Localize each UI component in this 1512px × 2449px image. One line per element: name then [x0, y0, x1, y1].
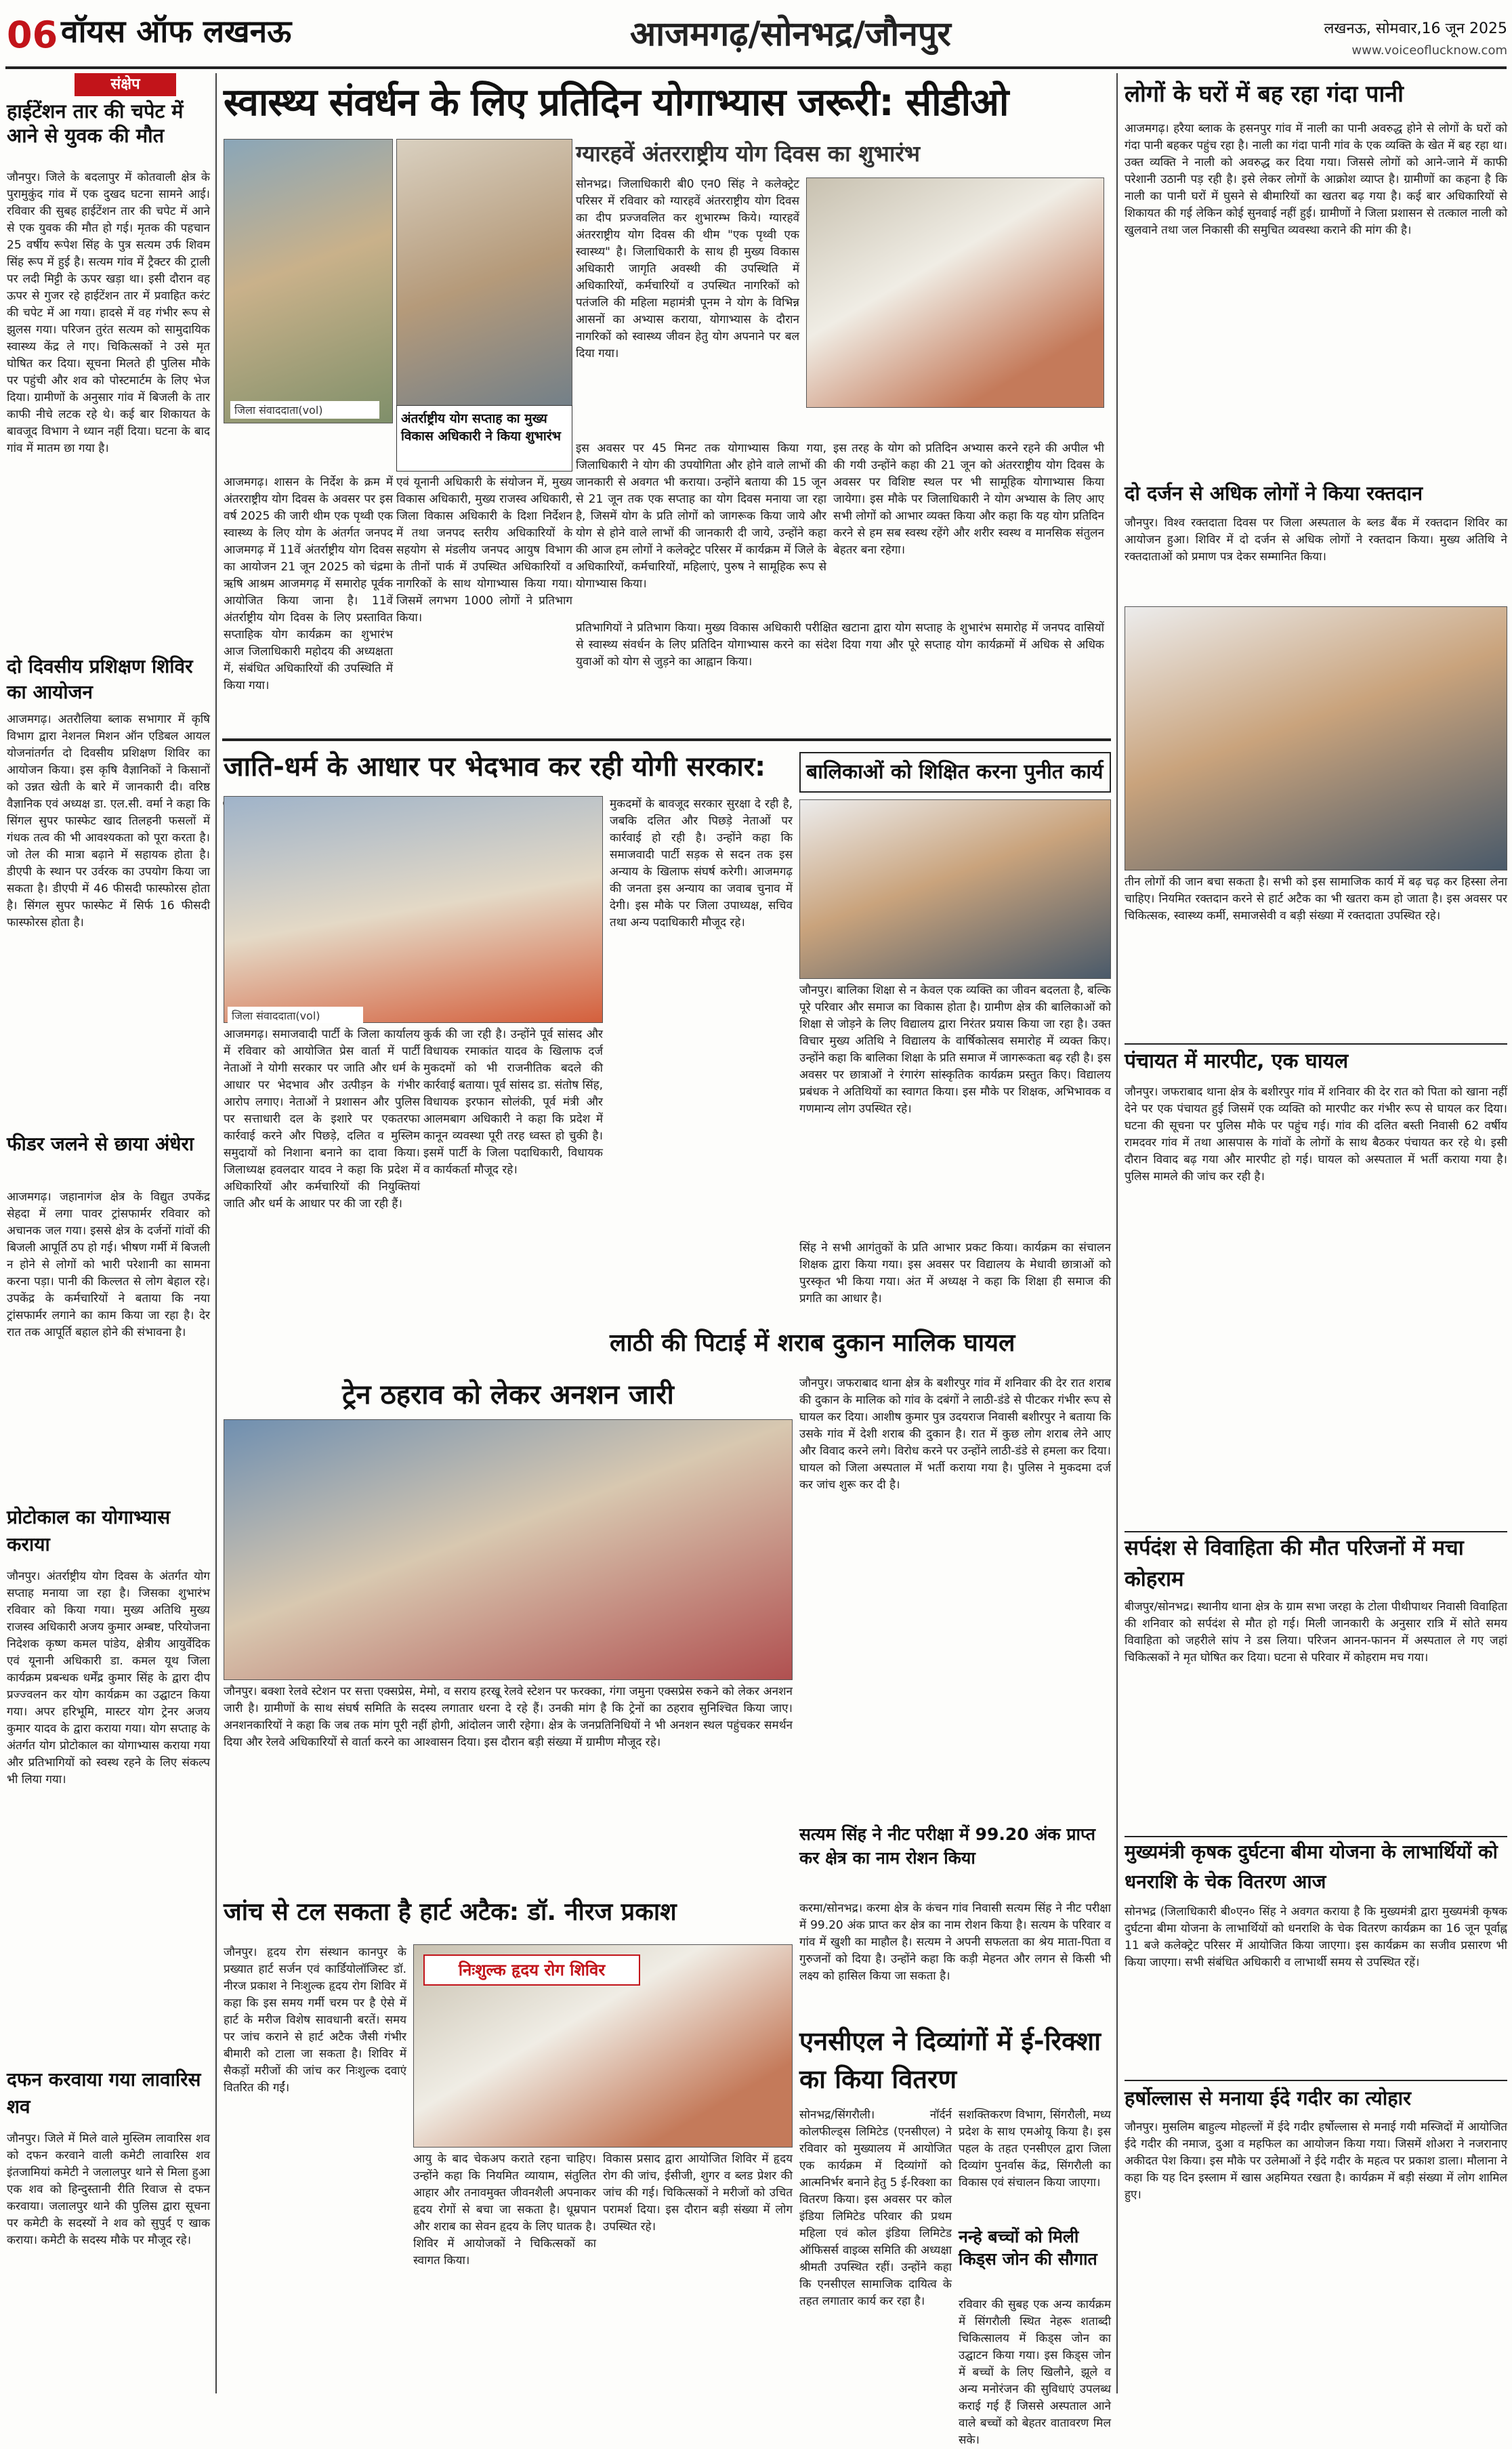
- article-right-3: तीन लोगों की जान बचा सकता है। सभी को इस सामाजिक कार्य में बढ़ चढ़ कर हिस्सा लेना चाहिए। नियमित रक्तदान करने से हार्ट अटैक का भी खतरा कम हो जाता है। इस अवसर पर चिकित्सक, स्वास्थ्य कर्मी, समाजसेवी व बड़ी संख्या में रक्तदाता उपस्थित रहे।: [1125, 875, 1507, 923]
- article-right-5: बीजपुर/सोनभद्र। स्थानीय थाना क्षेत्र के ग्राम सभा जरहा के टोला पीथीपाथर निवासी विवाहिता की शनिवार को सर्पदंश से मौत हो गई। मिली जानकारी के अनुसार रात्रि में सोते समय विवाहिता को जहरीले सांप ने डस लिया। परिजन आनन-फानन में अस्पताल ले गए जहां चिकित्सकों ने मृत घोषित कर दिया। घटना से परिवार में कोहराम मच गया।: [1125, 1600, 1507, 1665]
- balika-photo: [799, 799, 1111, 979]
- article-heart-2: आयु के बाद चेकअप कराते रहना चाहिए। उन्होंने कहा कि नियमित व्यायाम, संतुलित आहार और तनावमुक्त जीवनशैली अपनाकर हृदय रोगों से बचा जा सकता है। धूम्रपान और शराब का सेवन हृदय के लिए घातक है। शिविर में आयोजकों ने चिकित्सकों का स्वागत किया।: [413, 2152, 596, 2267]
- ncl-headline: एनसीएल ने दिव्यांगों में ई-रिक्शा का किया वितरण: [799, 2026, 1101, 2094]
- train-protest-photo: [224, 1419, 793, 1680]
- kids-zone-headline: नन्हे बच्चों को मिली किड्स जोन की सौगात: [959, 2227, 1097, 2269]
- article-top-1: सोनभद्र। जिलाधिकारी बी0 एन0 सिंह ने कलेक्ट्रेट परिसर में रविवार को ग्यारहवें अंतरराष्ट्रीय योग दिवस का दीप प्रज्जवलित कर शुभारम्भ किये। ग्यारहवें अंतरराष्ट्रीय योग दिवस की थीम "एक पृथ्वी एक स्वास्थ्य" है। जिलाधिकारी के साथ ही मुख्य विकास अधिकारी जागृति अवस्थी की उपस्थिति में अधिकारियों, कर्मचारियों व उपस्थित नागरिकों को पतंजलि की महिला महामंत्री पूनम ने योग के विभिन्न आसनों का अभ्यास कराया, योगाभ्यास के दौरान नागरिकों को स्वास्थ्य जीवन हेतु योग अपनाने पर बल दिया गया।: [576, 177, 799, 360]
- sankshep-label: संक्षेप: [75, 73, 176, 96]
- headline-left-2: दो दिवसीय प्रशिक्षण शिविर का आयोजन: [7, 655, 193, 703]
- headline-right-2: दो दर्जन से अधिक लोगों ने किया रक्तदान: [1125, 482, 1423, 505]
- yoga-photo-1: [224, 139, 393, 423]
- camp-banner: निःशुल्क हृदय रोग शिविर: [423, 1954, 640, 1986]
- headline-right-5: मुख्यमंत्री कृषक दुर्घटना बीमा योजना के लाभार्थियों को धनराशि के चेक वितरण आज: [1125, 1836, 1507, 1901]
- article-right-1: आजमगढ़। हरैया ब्लाक के हसनपुर गांव में नाली का पानी अवरुद्ध होने से लोगों के घरों को गंदा पानी बहकर पहुंच रहा है। नाली का गंदा पानी गांव के एक व्यक्ति के खेत में बह रहा था। उक्त व्यक्ति ने नाली को अवरुद्ध कर दिया गया। जिससे लोगों को आने-जाने में काफी परेशानी उठानी पड़ रही है। इसे लेकर लोगों के आक्रोश व्याप्त है। ग्रामीणों का कहना है कि नाली का पानी घरों में घुसने से बीमारियों का खतरा बढ़ गया है। कई बार अधिकारियों से शिकायत की गई लेकिन कोई सुनवाई नहीं हुई। ग्रामीणों ने जिला प्रशासन से तत्काल नाली को खुलवाने तथा जल निकासी की समुचित व्यवस्था कराने की मांग की है।: [1125, 122, 1507, 237]
- article-top-4: आजमगढ़। शासन के निर्देश के क्रम में अंतरराष्ट्रीय योग दिवस के अवसर पर इस वर्ष 2025 की जारी थीम एक पृथ्वी एक स्वास्थ्य के लिए योग के अंतर्गत जनपद आजमगढ़ में 11वें अंतर्राष्ट्रीय योग दिवस का आयोजन 21 जून 2025 को चंद्रमा ऋषि आश्रम आजमगढ़ में समारोह पूर्वक आयोजित किया जाना है। 11वें अंतर्राष्ट्रीय योग दिवस के लिए प्रस्तावित सप्ताहिक योग कार्यक्रम का शुभारंभ आज जिलाधिकारी महोदय की अध्यक्षता में, संबंधित अधिकारियों की उपस्थिति में किया गया।: [224, 476, 393, 692]
- sp-story-frame: [222, 738, 1111, 741]
- headline-right-6: हर्षोल्लास से मनाया ईदे गदीर का त्योहार: [1125, 2080, 1507, 2116]
- article-left-2: आजमगढ़। अतरौलिया ब्लाक सभागार में कृषि विभाग द्वारा नेशनल मिशन ऑन एडिबल आयल योजनांतर्गत दो दिवसीय प्रशिक्षण शिविर का आयोजन किया। इस कृषि वैज्ञानिकों ने किसानों को उन्नत खेती के बारे में जानकारी दी। वरिष्ठ वैज्ञानिक एवं अध्यक्ष डा. एल.सी. वर्मा ने कहा कि सिंगल सुपर फास्फेट खाद तिलहनी फसलों में गंधक तत्व की भी आवश्यकता को पूरा करता है। जो तेल की मात्रा बढ़ाने में सहायक होता है। डीएपी के स्थान पर उर्वरक का उपयोग किया जा सकता है। डीएपी में 46 फीसदी फास्फोरस होता है। सिंगल सुपर फास्फेट में सिर्फ 16 फीसदी फास्फोरस होता है।: [7, 713, 210, 929]
- right-divider: [1116, 73, 1118, 2393]
- issue-date: लखनऊ, सोमवार,16 जून 2025: [1324, 20, 1507, 37]
- article-balika-2: सिंह ने सभी आगंतुकों के प्रति आभार प्रकट किया। कार्यक्रम का संचालन शिक्षक द्वारा किया गया। इस अवसर पर विद्यालय के मेधावी छात्राओं को पुरस्कृत भी किया गया। अंत में अध्यक्ष ने कहा कि शिक्षा ही समाज की प्रगति का आधार है।: [799, 1241, 1111, 1305]
- heart-headline: जांच से टल सकता है हार्ट अटैक: डॉ. नीरज प्रकाश: [224, 1898, 677, 1926]
- article-top-2: इस अवसर पर 45 मिनट तक योगाभ्यास किया गया, जिलाधिकारी ने योग की उपयोगिता और होने वाले लाभों की जानकारी से अवगत भी कराया। उन्होंने बताया की 15 जून से 21 जून तक एक सप्ताह का योग दिवस मनाया जा रहा है, जिसमें योग के प्रति लोगों को जागरूक किया जाये और योग से होने वाले लाभों की जानकारी दी जाये, उन्होंने कहा की आज हम लोगों ने कलेक्ट्रेट परिसर में कार्यक्रम में जिले के अधिकारियों, कर्मचारियों, महिलाएं, पुरुष ने सामूहिक रूप से योगाभ्यास किया।: [576, 442, 826, 591]
- article-right-4: जौनपुर। जफराबाद थाना क्षेत्र के बशीरपुर गांव में शनिवार की देर रात को पिता को खाना नहीं देने पर एक पंचायत हुई जिसमें एक व्यक्ति को मारपीट कर गंभीर रूप से घायल कर दिया। घटना की सूचना पर पुलिस मौके पर पहुंच गई। गांव की दलित बस्ती निवासी 62 वर्षीय रामदवर गांव में तथा आसपास के गांवों के लोगों के साथ बैठकर पंचायत कर रहे थे। इसी दौरान विवाद बढ़ गया और मारपीट हो गई। घायल को अस्पताल में भर्ती कराया गया है। पुलिस मामले की जांच कर रही है।: [1125, 1085, 1507, 1184]
- article-ncl-2: सशक्तिकरण विभाग, सिंगरौली, मध्य प्रदेश के साथ एमओयू किया है। इस पहल के तहत एनसीएल द्वारा जिला दिव्यांग पुनर्वास केंद्र, सिंगरौली का विकास एवं संचालन किया जाएगा।: [959, 2108, 1111, 2190]
- article-top-6: प्रतिभागियों ने प्रतिभाग किया। मुख्य विकास अधिकारी परीक्षित खटाना द्वारा योग सप्ताह के शुभारंभ समारोह में जनपद वासियों से स्वास्थ्य संवर्धन के लिए प्रतिदिन योगाभ्यास करने का संदेश दिया गया और पूरे सप्ताह योग कार्यक्रमों में अधिक से अधिक युवाओं को योग से जुड़ने का आह्वान किया।: [576, 621, 1104, 669]
- article-right-7: जौनपुर। मुसलिम बाहुल्य मोहल्लों में ईदे गदीर हर्षोल्लास से मनाई गयी मस्जिदों में आयोजित ईदे गदीर की नमाज, दुआ व महफिल का आयोजन किया गया। जिसमें शोअरा ने नजरानाए अकीदत पेश किया। इस मौके पर उलेमाओं ने ईदे गदीर के महत्व पर प्रकाश डाला। मौलाना ने कहा कि यह दिन इस्लाम में खास अहमियत रखता है। कार्यक्रम में बड़ी संख्या में लोग शामिल हुए।: [1125, 2120, 1507, 2202]
- headline-right-4: सर्पदंश से विवाहिता की मौत परिजनों में मचा कोहराम: [1125, 1531, 1507, 1596]
- article-left-3: आजमगढ़। जहानागंज क्षेत्र के विद्युत उपकेंद्र सेहदा में लगा पावर ट्रांसफार्मर रविवार को अचानक जल गया। इससे क्षेत्र के दर्जनों गांवों की बिजली आपूर्ति ठप हो गई। भीषण गर्मी में बिजली न होने से लोगों को भारी परेशानी का सामना करना पड़ा। पानी की किल्लत से लोग बेहाल रहे। उपकेंद्र के कर्मचारियों ने बताया कि नया ट्रांसफार्मर लगाने का काम किया जा रहा है। देर रात तक आपूर्ति बहाल होने की संभावना है।: [7, 1190, 210, 1339]
- article-kids-zone: रविवार की सुबह एक अन्य कार्यक्रम में सिंगरौली स्थित नेहरू शताब्दी चिकित्सालय में किड्स जोन का उद्घाटन किया गया। इस किड्स जोन में बच्चों के लिए खिलौने, झूले व अन्य मनोरंजन की सुविधाएं उपलब्ध कराई गई हैं जिससे अस्पताल आने वाले बच्चों को बेहतर वातावरण मिल सके।: [959, 2298, 1111, 2447]
- article-left-5: जौनपुर। जिले में मिले वाले मुस्लिम लावारिस शव को दफन करवाने वाली कमेटी लावारिस शव इंतजामियां कमेटी ने जलालपुर थाने से मिला हुआ एक शव को हिन्दुस्तानी रीति रिवाज से दफन करवाया। जलालपुर थाने की पुलिस द्वारा सूचना पर कमेटी के सदस्यों ने शव को सुपुर्द ए खाक कराया। कमेटी के सदस्य मौके पर मौजूद रहे।: [7, 2132, 210, 2247]
- article-sp-3: मुकदमों के बावजूद सरकार सुरक्षा दे रही है, जबकि दलित और पिछड़े नेताओं पर कार्रवाई हो रही है। उन्होंने कहा कि समाजवादी पार्टी सड़क से सदन तक इस अन्याय के खिलाफ संघर्ष करेगी। आजमगढ़ की जनता इस अन्याय का जवाब चुनाव में देगी। इस मौके पर जिला उपाध्यक्ष, सचिव तथा अन्य पदाधिकारी मौजूद रहे।: [610, 797, 793, 929]
- photo-caption-box: अंतर्राष्ट्रीय योग सप्ताह का मुख्य विकास अधिकारी ने किया शुभारंभ: [396, 405, 572, 472]
- newspaper-name: वॉयस ऑफ लखनऊ: [61, 13, 292, 49]
- article-ncl-1: सोनभद्र/सिंगरौली। नॉर्दर्न कोलफील्ड्स लिमिटेड (एनसीएल) ने रविवार को मुख्यालय में आयोजित एक कार्यक्रम में दिव्यांगों को आत्मनिर्भर बनाने हेतु 5 ई-रिक्शा का वितरण किया। इस अवसर पर कोल इंडिया लिमिटेड परिवार की प्रथम महिला एवं कोल इंडिया लिमिटेड ऑफिसर्स वाइव्स समिति की अध्यक्षा श्रीमती उपस्थित रहीं। उन्होंने कहा कि एनसीएल सामाजिक दायित्व के तहत लगातार कार्य कर रहा है।: [799, 2108, 952, 2308]
- lathi-headline: लाठी की पिटाई में शराब दुकान मालिक घायल: [610, 1321, 1111, 1368]
- article-sp-1: आजमगढ़। समाजवादी पार्टी के जिला कार्यालय में रविवार को आयोजित प्रेस वार्ता में पार्टी नेताओं ने योगी सरकार पर जाति और धर्म के आधार पर भेदभाव और उत्पीड़न के गंभीर आरोप लगाए। नेताओं ने प्रशासन और पुलिस पर सत्ताधारी दल के इशारे पर एकतरफा कार्रवाई करने और पिछड़े, दलित व मुस्लिम समुदायों को निशाना बनाने का दावा किया। जिलाध्यक्ष हवलदार यादव ने कहा कि प्रदेश में अधिकारियों और कर्मचारियों की नियुक्तियां जाति और धर्म के आधार पर की जा रही हैं।: [224, 1028, 420, 1211]
- article-top-3: इस तरह के योग को प्रतिदिन अभ्यास करने रहने की अपील भी की गयी उन्होंने कहा की 21 जून को अंतरराष्ट्रीय योग दिवस के अवसर पर विशिष्ट स्थल पर भी सामूहिक योगाभ्यास किया जायेगा। इस मौके पर जिलाधिकारी ने योग अभ्यास के लिए आए सभी लोगों को आभार व्यक्त किया और कहा कि यह योग प्रतिदिन करने से हम सब स्वस्थ रहेंगे और शरीर स्वस्थ व मानसिक संतुलन बेहतर बना रहेगा।: [833, 442, 1104, 557]
- blood-donation-photo: [1125, 606, 1507, 871]
- website-url[interactable]: www.voiceoflucknow.com: [1351, 43, 1507, 58]
- article-balika-1: जौनपुर। बालिका शिक्षा से न केवल एक व्यक्ति का जीवन बदलता है, बल्कि पूरे परिवार और समाज का विकास होता है। ग्रामीण क्षेत्र की बालिकाओं को शिक्षा से जोड़ने के लिए विद्यालय द्वारा निरंतर प्रयास किया जा रहा है। उक्त विचार मुख्य अतिथि ने विद्यालय के वार्षिकोत्सव समारोह में व्यक्त किए। उन्होंने कहा कि बालिका शिक्षा के प्रति समाज में जागरूकता बढ़ रही है। इस अवसर पर छात्राओं ने रंगारंग सांस्कृतिक कार्यक्रम प्रस्तुत किए। विद्यालय प्रबंधक ने अतिथियों का स्वागत किया। इस मौके पर शिक्षक, अभिभावक व गणमान्य लोग उपस्थित रहे।: [799, 984, 1111, 1116]
- yoga-photo-2: [396, 139, 572, 423]
- article-heart-1: जौनपुर। हृदय रोग संस्थान कानपुर के प्रख्यात हार्ट सर्जन एवं कार्डियोलॉजिस्ट डॉ. नीरज प्रकाश ने निःशुल्क हृदय रोग शिविर में कहा कि इस समय गर्मी चरम पर है ऐसे में हार्ट के मरीज विशेष सावधानी बरतें। समय पर जांच कराने से हार्ट अटैक जैसी गंभीर बीमारी को टाला जा सकता है। शिविर में सैकड़ों मरीजों की जांच कर निःशुल्क दवाएं वितरित की गईं।: [224, 1946, 406, 2095]
- article-heart-3: विकास प्रसाद द्वारा आयोजित शिविर में हृदय रोग की जांच, ईसीजी, शुगर व ब्लड प्रेशर की जांच की गई। चिकित्सकों ने मरीजों को उचित परामर्श दिया। इस दौरान बड़ी संख्या में लोग उपस्थित रहे।: [603, 2152, 793, 2234]
- headline-left-5: दफन करवाया गया लावारिस शव: [7, 2068, 201, 2118]
- headline-right-3: पंचायत में मारपीट, एक घायल: [1125, 1043, 1507, 1080]
- headline-left-4: प्रोटोकाल का योगाभ्यास कराया: [7, 1506, 171, 1555]
- sp-photo-caption: जिला संवाददाता(vol): [228, 1007, 363, 1023]
- header-rule: [5, 66, 1507, 69]
- yoga-photo-3: [806, 177, 1104, 408]
- headline-left-3: फीडर जलने से छाया अंधेरा: [7, 1133, 194, 1155]
- article-left-4: जौनपुर। अंतर्राष्ट्रीय योग दिवस के अंतर्गत योग सप्ताह मनाया जा रहा है। जिसका शुभारंभ रविवार को किया गया। मुख्य अतिथि मुख्य राजस्व अधिकारी अजय कुमार अम्बष्ट, परियोजना निदेशक कृष्ण कमल पांडेय, क्षेत्रीय आयुर्वेदिक एवं यूनानी अधिकारी डा. कमल यूथ जिला कार्यक्रम प्रबन्धक धर्मेंद्र कुमार सिंह के द्वारा दीप प्रज्ज्वलन कर योग कार्यक्रम का उद्घाटन किया गया। अपर हरिभूमि, मास्टर योग ट्रेनर अजय कुमार यादव के द्वारा कराया गया। योग सप्ताह के अंतर्गत योग प्रोटोकाल का योगाभ्यास कराया गया और प्रतिभागियों को स्वस्थ रहने के लिए संकल्प भी लिया गया।: [7, 1570, 210, 1786]
- sp-press-photo: [224, 796, 603, 1023]
- sp-headline: जाति-धर्म के आधार पर भेदभाव कर रही योगी सरकार:: [224, 751, 766, 782]
- article-train: जौनपुर। बक्शा रेलवे स्टेशन पर सत्ता एक्सप्रेस, मेमो, व सराय हरखू रेलवे स्टेशन पर फरक्का, गंगा जमुना एक्सप्रेस रुकने को लेकर अनशन जारी है। ग्रामीणों के साथ संघर्ष समिति के सदस्य लगातार धरना दे रहे हैं। उनकी मांग है कि ट्रेनों का ठहराव सुनिश्चित किया जाए। अनशनकारियों ने कहा कि जब तक मांग पूरी नहीं होगी, आंदोलन जारी रहेगा। क्षेत्र के जनप्रतिनिधियों ने भी अनशन स्थल पहुंचकर समर्थन दिया और रेलवे अधिकारियों से वार्ता करने का आश्वासन दिया। इस दौरान बड़ी संख्या में ग्रामीण मौजूद रहे।: [224, 1685, 793, 1749]
- article-left-1: जौनपुर। जिले के बदलापुर में कोतवाली क्षेत्र के पुरामुकुंद गांव में एक दुखद घटना सामने आई। रविवार की सुबह हाईटेंशन तार की चपेट में आने से एक युवक की मौत हो गई। मृतक की पहचान 25 वर्षीय रूपेश सिंह के पुत्र सत्यम उर्फ शिवम सिंह रूप में हुई है। सत्यम गांव में ट्रैक्टर की ट्राली पर लदी मिट्टी के ऊपर खड़ा था। इसी दौरान वह ऊपर से गुजर रहे हाईटेंशन तार में प्रवाहित करंट की चपेट में आ गया। हादसे में वह गंभीर रूप से झुलस गया। परिजन तुरंत सत्यम को सामुदायिक स्वास्थ्य केंद्र ले गए। चिकित्सकों ने उसे मृत घोषित कर दिया। सूचना मिलते ही पुलिस मौके पर पहुंची और शव को पोस्टमार्टम के लिए भेज दिया। ग्रामीणों के अनुसार गांव में बिजली के तार काफी नीचे लटक रहे थे। कई बार शिकायत के बावजूद विभाग ने ध्यान नहीं दिया। घटना के बाद गांव में मातम छा गया है।: [7, 171, 210, 455]
- article-sp-2: कुर्क की जा रही है। उन्होंने पूर्व सांसद और विधायक रमाकांत यादव के खिलाफ दर्ज मुकदमों को भी राजनीतिक बदले की कार्रवाई बताया। पूर्व सांसद डा. संतोष सिंह, विधायक इरफान सोलंकी, पूर्व मंत्री और आलमबाग अधिकारी ने कहा कि प्रदेश में कानून व्यवस्था पूरी तरह ध्वस्त हो चुकी है। इसमें पार्टी के जिला पदाधिकारी, विधायक व कार्यकर्ता मौजूद रहे।: [423, 1028, 603, 1177]
- train-headline: ट्रेन ठहराव को लेकर अनशन जारी: [342, 1379, 674, 1410]
- headline-right-1: लोगों के घरों में बह रहा गंदा पानी: [1125, 81, 1404, 108]
- article-right-2: जौनपुर। विश्व रक्तदाता दिवस पर जिला अस्पताल के ब्लड बैंक में रक्तदान शिविर का आयोजन हुआ। शिविर में दो दर्जन से अधिक लोगों ने रक्तदान किया। मुख्य अतिथि ने रक्तदाताओं को प्रमाण पत्र देकर सम्मानित किया।: [1125, 516, 1507, 564]
- article-top-5: एवं यूनानी अधिकारी के संयोजन में, मुख्य विकास अधिकारी, मुख्य राजस्व अधिकारी, जिला विकास अधिकारी के दिशा निर्देशन में तथा जनपद स्तरीय अधिकारियों के सहयोग से मंडलीय जनपद आयुष विभाग के तीनों पार्क में उपस्थित अधिकारियों व नागरिकों के साथ योगाभ्यास किया गया। जिसमें लगभग 1000 लोगों ने प्रतिभाग किया।: [396, 476, 572, 625]
- column-divider: [215, 73, 217, 2393]
- article-neet: करमा/सोनभद्र। करमा क्षेत्र के कंचन गांव निवासी सत्यम सिंह ने नीट परीक्षा में 99.20 अंक प्राप्त कर क्षेत्र का नाम रोशन किया है। सत्यम के परिवार व गांव में खुशी का माहौल है। सत्यम ने अपनी सफलता का श्रेय माता-पिता व गुरुजनों को दिया है। उन्होंने कहा कि कड़ी मेहनत और लगन से किसी भी लक्ष्य को हासिल किया जा सकता है।: [799, 1902, 1111, 1983]
- headline-left-1: हाईटेंशन तार की चपेट में आने से युवक की मौत: [7, 100, 184, 147]
- photo-caption: जिला संवाददाता(vol): [230, 401, 379, 419]
- neet-headline: सत्यम सिंह ने नीट परीक्षा में 99.20 अंक प्राप्त कर क्षेत्र का नाम रोशन किया: [799, 1824, 1095, 1868]
- article-lathi: जौनपुर। जफराबाद थाना क्षेत्र के बशीरपुर गांव में शनिवार की देर रात शराब की दुकान के मालिक को गांव के दबंगों ने लाठी-डंडे से पीटकर गंभीर रूप से घायल कर दिया। आशीष कुमार पुत्र उदयराज निवासी बशीरपुर ने बताया कि उसके गांव में देशी शराब की दुकान है। रात में कुछ लोग शराब लेने आए और विवाद करने लगे। विरोध करने पर उन्होंने लाठी-डंडे से हमला कर दिया। घायल को जिला अस्पताल में भर्ती कराया गया है। पुलिस ने मुकदमा दर्ज कर जांच शुरू कर दी है।: [799, 1377, 1111, 1492]
- article-right-6: सोनभद्र (जिलाधिकारी बी०एन० सिंह ने अवगत कराया है कि मुख्यमंत्री द्वारा मुख्यमंत्री कृषक दुर्घटना बीमा योजना के लाभार्थियों को धनराशि के चेक वितरण कार्यक्रम का 16 जून पूर्वाह्न 11 बजे कलेक्ट्रेट परिसर में आयोजित किया जाएगा। इस कार्यक्रम का सजीव प्रसारण भी किया जाएगा। सभी संबंधित अधिकारी व लाभार्थी समय से उपस्थित रहें।: [1125, 1905, 1507, 1969]
- balika-headline: बालिकाओं को शिक्षित करना पुनीत कार्य: [799, 752, 1111, 793]
- page-number: 06: [7, 14, 58, 56]
- top-headline: स्वास्थ्य संवर्धन के लिए प्रतिदिन योगाभ्यास जरूरी: सीडीओ: [224, 81, 1009, 125]
- section-title: आजमगढ़/सोनभद्र/जौनपुर: [630, 14, 951, 54]
- sub-headline: ग्यारहवें अंतरराष्ट्रीय योग दिवस का शुभारंभ: [576, 140, 921, 167]
